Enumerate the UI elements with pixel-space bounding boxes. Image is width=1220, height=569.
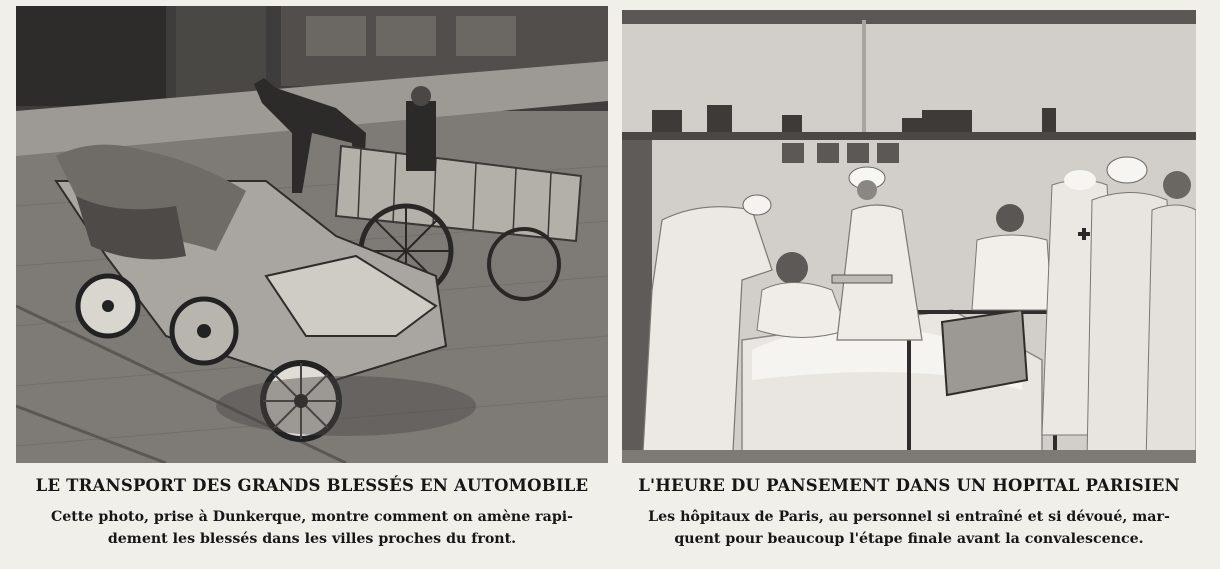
headline-right: L'HEURE DU PANSEMENT DANS UN HOPITAL PARISIEN xyxy=(638,476,1180,495)
photo-hospital-illustration xyxy=(622,10,1196,463)
photo-hospital-dressing xyxy=(622,10,1196,463)
photo-ambulance-automobile xyxy=(16,6,608,463)
caption-left-line-2: dement les blessés dans les villes proches du front. xyxy=(107,531,517,547)
caption-left xyxy=(16,506,608,550)
caption-right-line-1: Les hôpitaux de Paris, au personnel si entraîné et si dévoué, mar- xyxy=(648,509,1170,525)
photo-ambulance-illustration xyxy=(16,6,608,463)
caption-right xyxy=(622,506,1196,550)
headline-left: LE TRANSPORT DES GRANDS BLESSÉS EN AUTOMOBILE xyxy=(35,476,589,495)
caption-right-line-2: quent pour beaucoup l'étape finale avant la convalescence. xyxy=(674,531,1144,547)
caption-left-line-1: Cette photo, prise à Dunkerque, montre comment on amène rapi- xyxy=(50,509,574,525)
